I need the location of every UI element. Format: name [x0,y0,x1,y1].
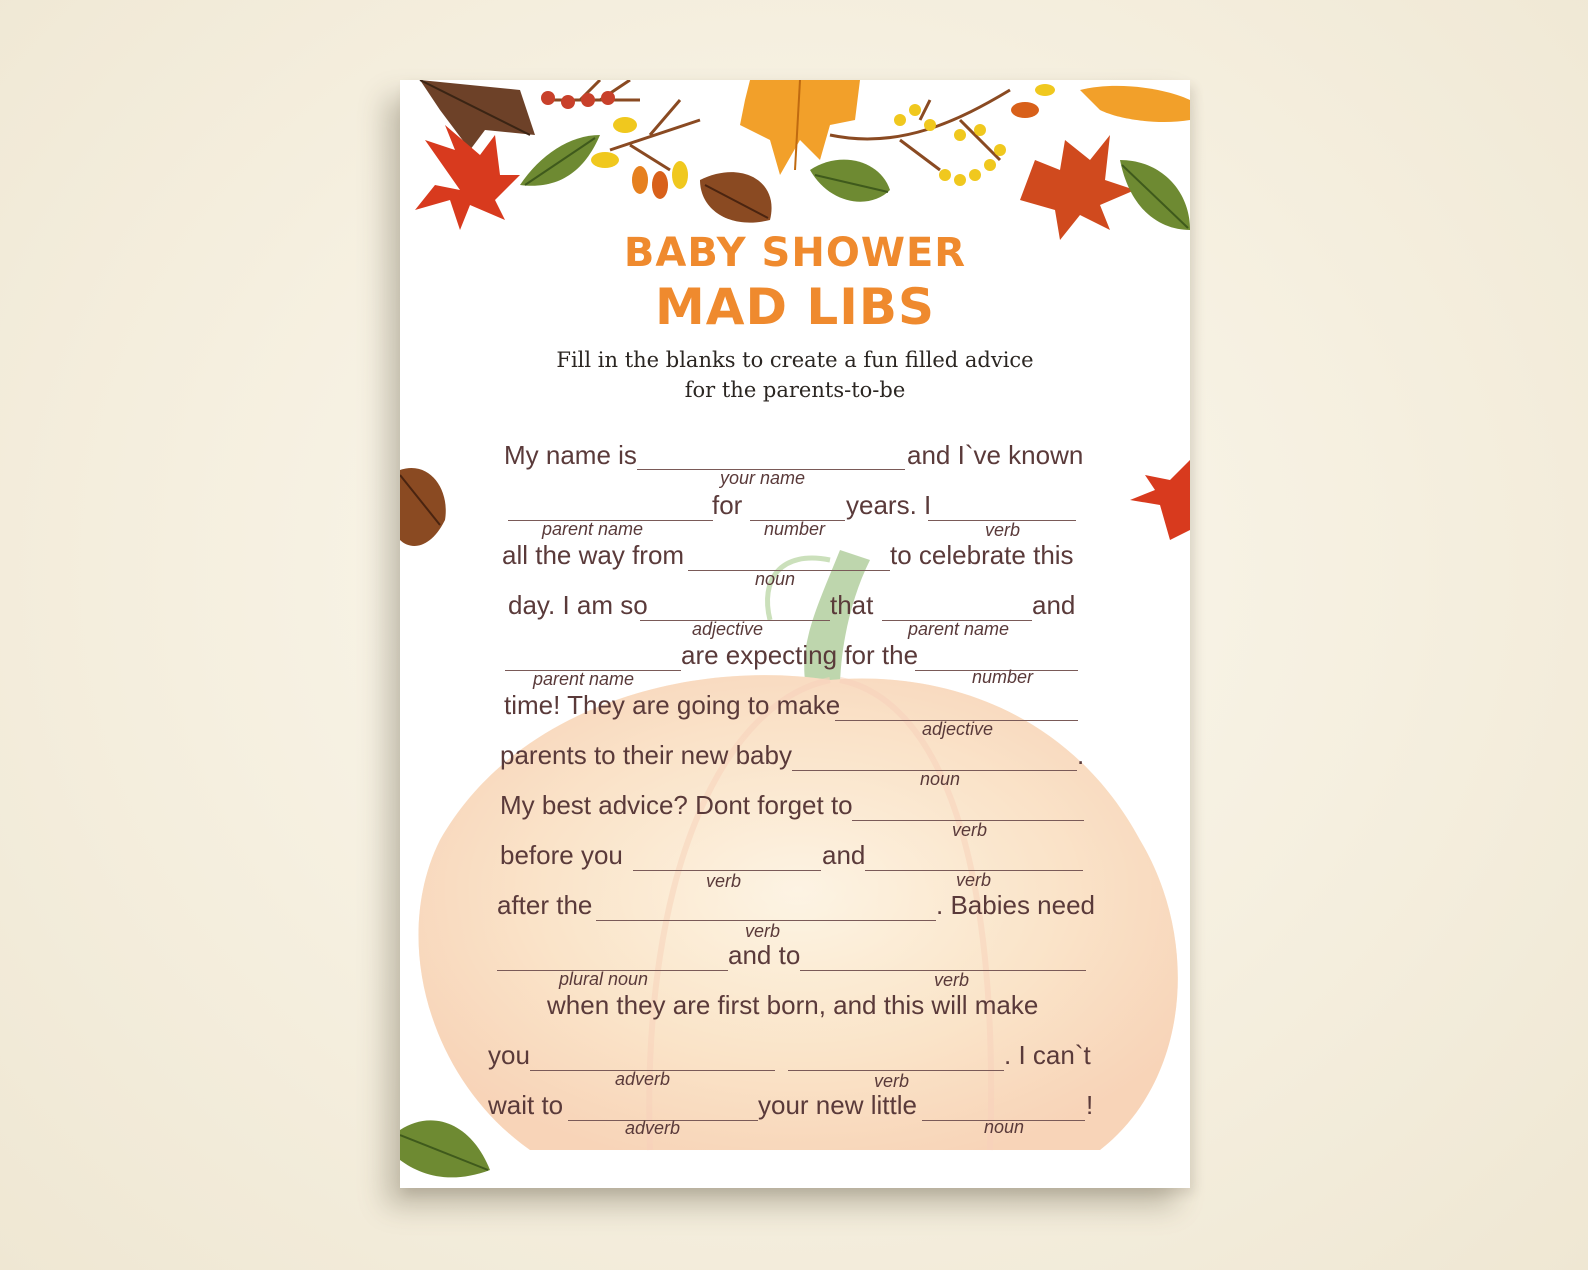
story-text: before you [500,840,623,870]
story-text: My best advice? Dont forget to [500,790,853,820]
blank-hint: number [764,519,826,539]
blank-hint: verb [745,921,781,941]
story-text: to celebrate this [890,540,1074,570]
story-text: wait to [488,1090,564,1120]
blank-hint: adverb [625,1118,681,1138]
blank-hint: verb [706,871,742,891]
blank-hint: verb [934,970,970,990]
blank-hint: adjective [692,619,764,639]
blank-hint: adverb [615,1069,671,1089]
instructions-line-2: for the parents-to-be [684,378,906,402]
story-text: after the [497,890,593,920]
instructions-line-1: Fill in the blanks to create a fun filled advice [556,348,1034,372]
story-text: years. I [846,490,932,520]
blank-hint: noun [920,769,961,789]
blank-hint: verb [952,820,988,840]
title-line-2: MAD LIBS [655,278,935,336]
story-text: time! They are going to make [504,690,841,720]
story-text: . Babies need [936,890,1096,920]
blank-hint: noun [984,1117,1025,1137]
blank-hint: your name [720,468,806,488]
blank-hint: verb [956,870,992,890]
blank-hint: verb [985,520,1021,540]
red-leaf-right [1130,460,1190,540]
story-text: parents to their new baby [500,740,792,770]
story-text: when they are first born, and this will make [547,990,1039,1020]
blank-hint: parent name [533,669,635,689]
story-text: ! [1086,1090,1094,1120]
title-line-1: BABY SHOWER [623,230,967,276]
story-text: My name is [504,440,637,470]
story-text: and to [728,940,801,970]
story-text: are expecting for the [681,640,919,670]
story-text: you [488,1040,530,1070]
blank-hint: verb [874,1071,910,1091]
story-text: for [712,490,743,520]
story-text: day. I am so [508,590,648,620]
blank-hint: parent name [908,619,1010,639]
story-text: and [822,840,866,870]
story-text: and I`ve known [907,440,1084,470]
story-text: . [1077,740,1085,770]
story-text: that [830,590,874,620]
story-text: your new little [758,1090,917,1120]
brown-leaf-left [400,468,446,546]
leaf-cluster-top [415,80,1190,240]
blank-hint: noun [755,569,796,589]
blank-hint: adjective [922,719,994,739]
story-text: and [1032,590,1076,620]
blank-hint: parent name [542,519,644,539]
blank-hint: number [972,667,1034,687]
green-leaf-bottom-left [400,1120,490,1177]
story-text: . I can`t [1004,1040,1091,1070]
mad-libs-card [400,80,1190,1188]
story-text: all the way from [502,540,685,570]
blank-hint: plural noun [559,969,649,989]
